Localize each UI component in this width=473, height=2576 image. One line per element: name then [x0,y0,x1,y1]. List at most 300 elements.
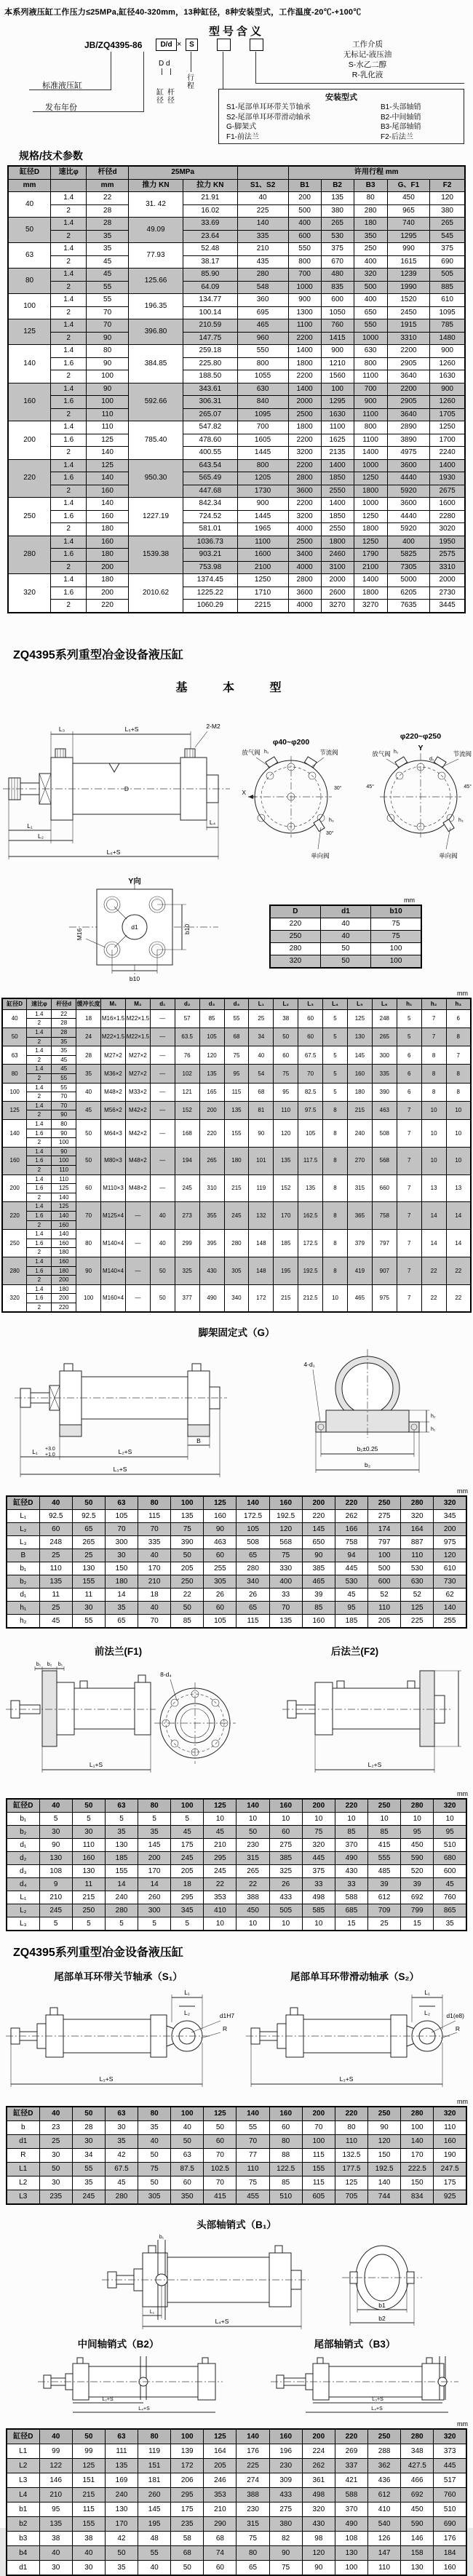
table-cell: 70 [52,1101,76,1110]
table-cell: 1100 [354,370,387,383]
table-cell: 305 [138,2190,171,2205]
table-cell: 588 [335,1891,367,1904]
table-cell: 140 [87,447,129,460]
table-cell: 465 [302,1575,335,1589]
table-cell: 68 [224,1028,249,1046]
table-row [7,1602,466,1615]
table-cell: 3600 [288,485,321,498]
table-cell: 250 [368,1496,401,1510]
table-cell: 45 [52,1055,76,1065]
table-cell: 2280 [430,510,465,523]
table-cell: 100 [371,955,421,968]
table-cell: L₃ [7,1536,39,1549]
table-cell: 75 [138,2163,171,2177]
table-cell: 160 [347,1065,372,1083]
dim-label: L₃+S [372,2397,383,2403]
table-cell: L₃ [298,998,323,1010]
table-cell: M125×4 [101,1202,126,1230]
table-cell: 2 [51,370,87,383]
table-cell: 126 [368,2532,401,2546]
table-cell: 1100 [288,319,321,333]
table-cell: 7 [397,1202,421,1230]
diagram-title: 型号含义 [208,25,264,38]
table-cell: 130 [401,2561,434,2576]
table-cell: 1480 [430,332,465,345]
table-cell: 445 [434,2459,466,2473]
table-cell: 5 [323,1046,348,1065]
table-cell: 92.5 [39,1510,72,1523]
table-cell: 115 [224,1083,249,1101]
table-cell: 155 [72,2517,105,2532]
table-cell: 800 [237,357,288,370]
table-cell: 2000 [288,396,321,409]
table-cell: 45 [39,1615,72,1629]
mount-option: F1-前法兰 [226,132,259,141]
table-cell: 55 [236,2121,269,2135]
table-cell: M42×2 [125,1120,150,1148]
table-cell: 315 [236,1852,269,1865]
table-cell: 2 [51,561,87,574]
table-row [8,434,465,447]
table-cell: 缸径D [7,2429,39,2444]
table-cell: 2135 [321,447,354,460]
table-cell: 212.5 [298,1284,323,1312]
table-cell: 498 [302,1891,335,1904]
table-cell: — [150,1065,175,1083]
table-cell: M33×2 [125,1083,150,1101]
table-cell: 1260 [430,396,465,409]
table-cell: 1560 [321,370,354,383]
unit-label: mm [404,896,415,904]
table-cell: 15 [335,1917,367,1931]
table-row [7,2177,466,2190]
table-cell: 10 [446,1120,471,1148]
table-cell: 80 [138,2429,171,2444]
table-cell: 445 [335,1562,367,1575]
table-cell: B1 [288,179,321,192]
table-cell: 25 [39,1602,72,1615]
table-cell: 6205 [387,587,430,600]
table-cell: 80 [52,1120,76,1129]
table-cell: 拉力 KN [183,179,237,192]
table-cell: 74 [204,2546,236,2561]
table-cell: 42 [105,2149,138,2163]
table-cell: 190 [434,2149,466,2163]
table-cell: 2200 [288,370,321,383]
table-cell: 125 [204,2107,236,2121]
dim-label: L₂ [424,2009,431,2017]
table-cell: 1.4 [27,1120,52,1129]
table-cell: 7 [397,1284,421,1312]
table-cell: 260 [138,1891,171,1904]
table-cell: 1.6 [51,434,87,447]
table-cell: 310 [199,1174,224,1202]
table-cell: 797 [368,1536,401,1549]
table-cell: 90 [76,1257,101,1284]
table-cell: 388 [236,2488,269,2503]
table-cell: 1800 [321,536,354,549]
table-cell: 865 [434,1904,466,1917]
table-cell: 445 [302,1852,335,1865]
table-cell: 35 [105,1602,138,1615]
table-cell: 390 [171,1536,204,1549]
table-cell: 40 [39,2107,72,2121]
table-row [7,1865,466,1878]
table-cell: 760 [434,1891,466,1904]
table-cell: M27×2 [125,1065,150,1083]
table-cell: 2 [27,1074,52,1084]
table-cell: 220 [270,918,320,930]
mount-option: B1-头部轴销 [381,103,421,111]
table-cell: 120 [302,2546,335,2561]
table-row [7,1549,466,1562]
table-cell: 2905 [387,357,430,370]
table-cell: 80 [354,192,387,205]
table-cell: 125 [8,319,51,345]
table-cell: 1605 [237,434,288,447]
mount-options-left [226,103,311,142]
table-cell: b₁ [7,1813,39,1826]
table-cell: 325 [175,1257,199,1284]
table-cell: 7 [397,1147,421,1174]
dim-label: L₂ [37,832,44,840]
table-header-row [7,2429,466,2444]
table-cell: 250 [270,930,320,942]
table-cell: 1060.29 [183,600,237,613]
table-cell: h₁ [7,1602,39,1615]
table-cell: M48×2 [125,1147,150,1174]
table-cell: 320 [401,1510,434,1523]
table-cell: 395 [199,1230,224,1257]
table-row [7,2459,466,2473]
table-cell: M110×3 [101,1174,126,1202]
table-cell: 1.4 [27,1257,52,1266]
table-cell: 110 [236,2163,269,2177]
table-cell: 510 [434,1839,466,1852]
table-cell: b1 [7,2503,39,2517]
table-cell: 530 [335,1575,367,1589]
table-cell: 28 [87,204,129,218]
table-cell: 1.4 [51,319,87,333]
table-cell: 172.5 [236,1510,269,1523]
table-cell: 160 [269,1496,302,1510]
table-row [8,600,465,613]
table-cell: 70 [269,1602,302,1615]
table-cell: 146 [401,2532,434,2546]
table-cell: 75 [371,930,421,942]
table-cell: 1260 [430,357,465,370]
table-row [8,370,465,383]
table-cell: 225.80 [183,357,237,370]
table-cell: 269 [335,2444,367,2459]
table-cell: 220 [199,1120,224,1148]
table-cell: 1800 [354,485,387,498]
table-cell: 23 [39,2121,72,2135]
table-cell: 7 [397,1101,421,1119]
table-cell: 248 [39,1536,72,1549]
table-cell: 1.4 [51,536,87,549]
dim-label: 2-M2 [206,722,220,730]
table-cell: 1400 [288,383,321,396]
table-row [7,2546,466,2561]
table-cell: 1.4 [27,1028,52,1038]
table-cell: 508 [372,1120,397,1148]
table-cell: 180 [224,1147,249,1174]
table-cell: 2200 [387,383,430,396]
table-cell: 548 [237,281,288,294]
table-cell: 50 [72,1496,105,1510]
table-cell: 1100 [354,434,387,447]
table-cell: 100 [171,1799,204,1813]
table-cell: 433 [269,2488,302,2503]
table-cell: 150 [401,2177,434,2190]
table-cell: 140 [2,1120,27,1148]
table-row [8,357,465,370]
table-cell: 2200 [387,345,430,358]
table-cell: 205 [368,1615,401,1629]
table-cell: 30 [72,1602,105,1615]
table-cell: 140 [434,1602,466,1615]
table-cell: 630 [401,1575,434,1589]
table-cell: 147.75 [183,332,237,345]
table-cell: 95 [224,1065,249,1083]
table-cell: 40 [72,2546,105,2561]
table-cell: 8 [323,1202,348,1230]
table-cell: 1.4 [27,1284,52,1294]
medium-option: S-水乙二醇 [348,60,387,69]
table-cell: 18 [76,1009,101,1027]
table-cell: 270 [347,1147,372,1174]
table-cell: G、F1 [387,179,430,192]
table-cell: 3600 [387,498,430,511]
table-row [270,942,421,955]
table-cell: 45 [87,269,129,282]
table-cell: 800 [288,255,321,269]
table-cell: 1.4 [51,574,87,587]
table-cell: 2 [27,1220,52,1230]
table-cell: 1445 [237,447,288,460]
table-cell: 1.6 [27,1156,52,1166]
table-cell: M22×1.5 [125,1028,150,1046]
table-cell: 1.4 [27,1174,52,1184]
table-cell: M27×2 [125,1046,150,1065]
table-cell: 1210 [321,357,354,370]
table-cell: 1100 [321,421,354,434]
table-cell: M140×4 [101,1230,126,1257]
table-cell: 40 [2,1009,27,1027]
table-cell: 1850 [321,510,354,523]
table-cell: 14 [446,1202,471,1230]
table-cell: 3640 [387,408,430,421]
table-cell: 22 [446,1257,471,1284]
table-cell: 320 [354,269,387,282]
dim-label: d1H7 [219,2012,235,2020]
table-cell: 200 [302,2107,335,2121]
table-cell: 152 [175,1101,199,1119]
table-cell: 220 [335,1799,367,1813]
table-cell: 135 [274,1147,298,1174]
table-cell: 361 [302,2473,335,2488]
g-type-drawing [0,1343,473,1483]
table-cell: 120 [199,1046,224,1065]
table-cell: 450 [401,2503,434,2517]
table-cell: 120 [274,1120,298,1148]
table-cell: 265 [321,218,354,231]
table-cell: 1250 [354,510,387,523]
table-cell: 98 [302,2532,335,2546]
table-cell: 1000 [288,281,321,294]
table-cell: 25 [39,1549,72,1562]
table-cell: 430 [335,1865,367,1878]
table-cell: 80 [138,2107,171,2121]
table-cell: 45 [52,1065,76,1074]
table-cell: 35 [138,2121,171,2135]
table-cell: 21.91 [183,192,237,205]
table-cell: 90 [52,1129,76,1138]
table-cell: 63 [8,243,51,269]
table-cell: 125 [52,1202,76,1212]
table-cell: 1000 [354,459,387,472]
table-cell: 320 [434,1799,466,1813]
table-cell: 2 [27,1248,52,1257]
table-cell: 400 [288,218,321,231]
code-box-medium [250,39,263,51]
working-medium-block [277,39,458,80]
mount-options-right [381,103,421,142]
table-cell: 135 [321,192,354,205]
table-row [2,1028,471,1038]
table-cell: 1800 [288,421,321,434]
table-cell: 1705 [430,408,465,421]
table-cell: 1227.19 [128,498,183,536]
throttle-valve-label: 节流阀 [453,750,472,758]
table-cell: 90 [249,1120,274,1148]
table-cell: 110 [274,1101,298,1119]
table-cell: 340 [236,1575,269,1589]
table-row [2,1120,471,1129]
table-cell: 2200 [288,332,321,345]
table-header-row [7,1799,466,1813]
table-cell: 40 [39,1496,72,1510]
table-cell: 94 [335,1549,367,1562]
table-cell: 8 [446,1028,471,1046]
table-cell: 102 [175,1065,199,1083]
table-cell: 2 [51,523,87,536]
table-cell: 210 [204,1839,236,1852]
table-cell: 146 [39,2473,72,2488]
table-cell: 50 [171,2561,204,2576]
table-cell: 2200 [288,459,321,472]
table-cell: 40 [320,918,370,930]
table-cell: 54 [249,1065,274,1083]
mount-option: S2-尾部单耳环带滑动轴承 [226,113,311,122]
table-cell: 700 [288,269,321,282]
table-cell: 130 [335,2546,367,2561]
table-cell: 1095 [430,306,465,319]
table-cell: 5920 [387,485,430,498]
air-valve-label: 放气阀 [242,748,261,756]
table-cell: 180 [87,549,129,562]
table-cell: 145 [302,1523,335,1536]
table-cell: 5 [138,1813,171,1826]
table-cell: 121 [175,1083,199,1101]
table-cell: 380 [321,204,354,218]
table-cell: 335 [372,1065,397,1083]
table-cell: 240 [105,1891,138,1904]
b3-heading: 尾部轴销式（B3） [314,2339,396,2350]
table-cell: M48×2 [125,1174,150,1202]
table-cell: 245 [39,1904,72,1917]
table-cell: 40 [76,1083,101,1101]
table-cell: 508 [236,1536,269,1549]
table-cell: 63 [171,2149,204,2163]
unit-label: mm [457,1790,468,1798]
table-cell: 1.4 [51,218,87,231]
table-cell: 88 [269,2149,302,2163]
table-cell: 63 [105,1799,138,1813]
table-cell: 5 [323,1009,348,1027]
table-cell: 115 [138,1510,171,1523]
table-cell: 225 [236,2459,269,2473]
table-cell: 320 [434,2429,466,2444]
b1-heading: 头部轴销式（B₁） [196,2219,277,2231]
table-cell: 10 [269,1813,302,1826]
table-cell: 490 [199,1284,224,1312]
table-cell: 132 [249,1202,274,1230]
table-cell: 250 [368,2107,401,2121]
table-cell: 195 [274,1257,298,1284]
table-cell: 10 [236,1917,269,1931]
table-row [8,459,465,472]
table-cell: b [7,2121,39,2135]
table-cell: 1710 [237,587,288,600]
table-row [2,1065,471,1074]
table-cell: 2000 [430,574,465,587]
dim-label: b10 [129,974,140,982]
eye-mount-drawing [0,1986,473,2094]
table-cell: 135 [171,1510,204,1523]
table-cell: 5 [138,1917,171,1931]
dim-label: L₂+S [118,1448,132,1456]
table-cell: 2100 [354,561,387,574]
port-view-small-bore [242,738,342,859]
table-cell: 900 [430,383,465,396]
table-cell: 1300 [288,306,321,319]
table-cell: d₁ [150,998,175,1010]
table-cell: 196.35 [128,294,183,319]
table-cell: 174 [368,1523,401,1536]
table-cell: 180 [354,218,387,231]
table-cell: 100 [321,383,354,396]
table-cell: 1.4 [27,1046,52,1056]
table-cell: 210 [138,1575,171,1589]
table-cell: 4975 [387,447,430,460]
table-cell: 320 [434,1496,466,1510]
table-cell: 110 [52,1174,76,1184]
table-cell: 510 [434,2503,466,2517]
table-cell: 547.82 [183,421,237,434]
table-cell: 40 [171,2121,204,2135]
table-cell: 50 [171,1602,204,1615]
table-cell: 150 [368,2149,401,2163]
table-cell: — [125,1202,150,1230]
dim-label: L₄+S [138,2406,150,2412]
table-header-row [7,2107,466,2121]
table-cell: 160 [8,383,51,421]
table-cell: 490 [335,1852,367,1865]
dim-label: L₁ [27,822,33,830]
table-cell: b₂ [7,1575,39,1589]
